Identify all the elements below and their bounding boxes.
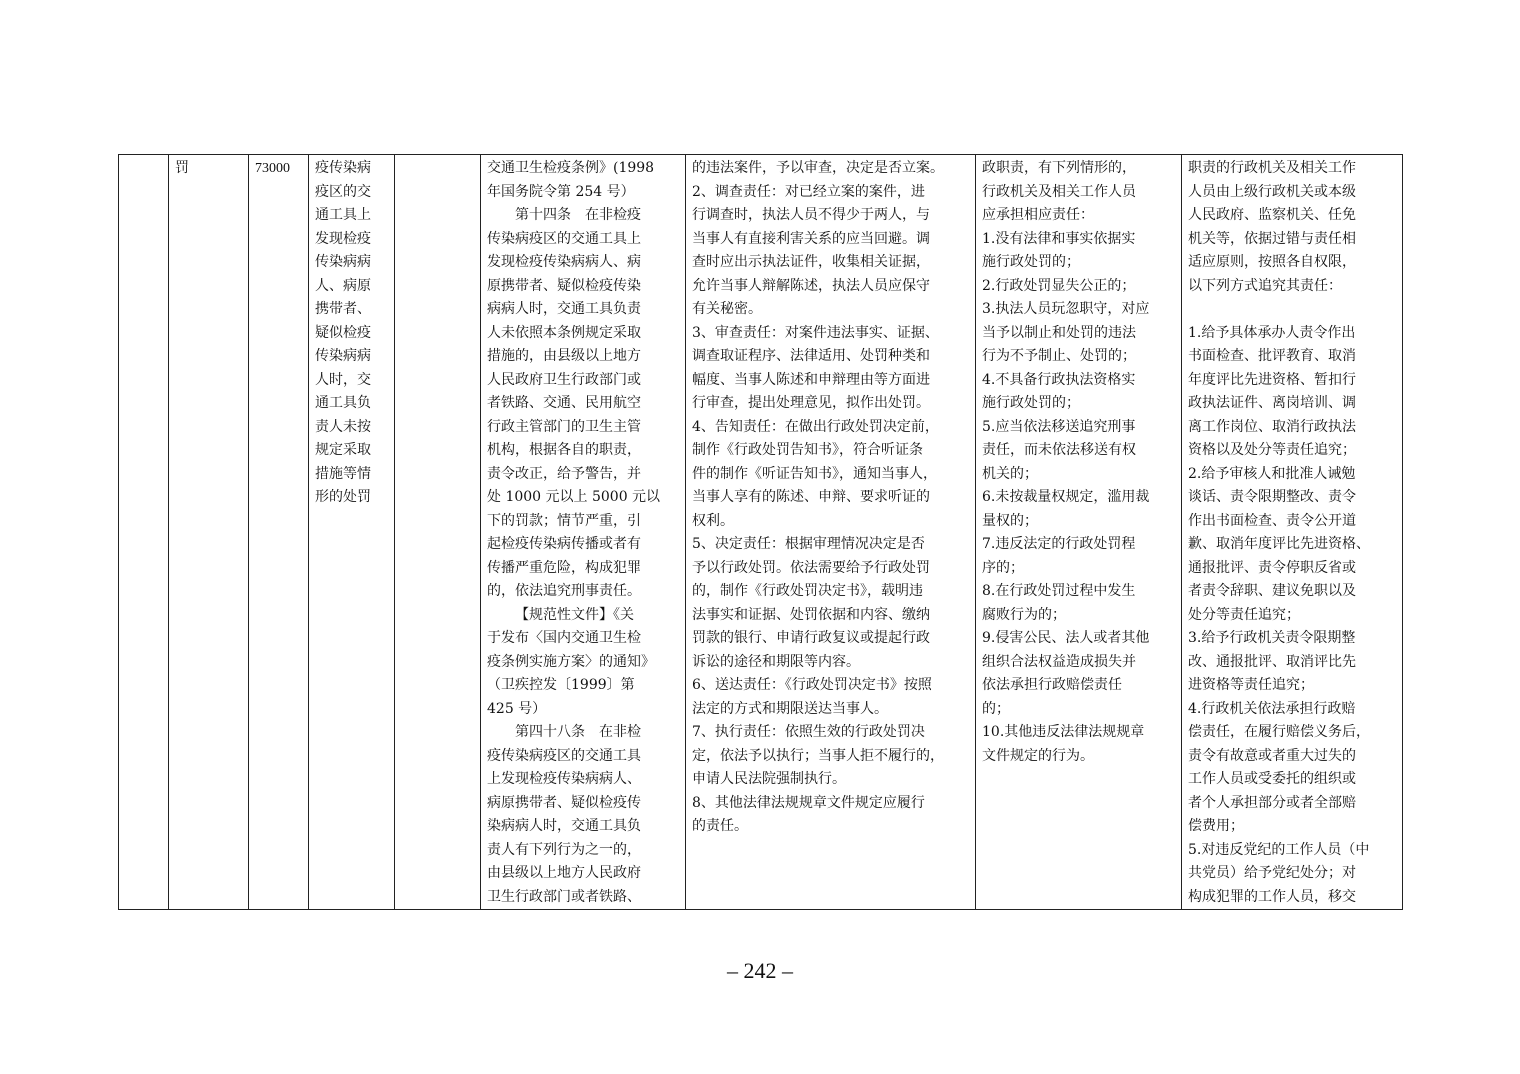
text-line: 上发现检疫传染病病人、	[487, 771, 641, 787]
item-name-cell	[309, 155, 395, 910]
text-line: 责令有故意或者重大过失的	[1188, 747, 1356, 764]
text-line: 措施等情	[315, 465, 371, 482]
text-line: 3.给予行政机关责令限期整	[1188, 630, 1356, 646]
power-list-table	[118, 154, 1403, 910]
text-line: 资格以及处分等责任追究；	[1188, 442, 1356, 458]
table-row	[119, 155, 1403, 910]
text-line: 偿费用；	[1188, 818, 1244, 834]
text-line: 责人有下列行为之一的，	[487, 841, 641, 858]
text-line: 的，依法追究刑事责任。	[487, 583, 641, 599]
text-line: 通报批评、责令停职反省或	[1188, 559, 1356, 576]
text-line: 传染病病	[315, 254, 371, 270]
text-line: 当事人有直接利害关系的应当回避。调	[692, 230, 930, 247]
text-line: 年度评比先进资格、暂扣行	[1188, 371, 1356, 388]
text-line: 书面检查、批评教育、取消	[1188, 348, 1356, 364]
text-line: 8.在行政处罚过程中发生	[982, 583, 1136, 599]
text-line: 进资格等责任追究；	[1188, 677, 1314, 693]
text-line: 5.对违反党纪的工作人员（中	[1188, 841, 1370, 858]
page-number: – 242 –	[727, 958, 793, 983]
text-line: 【规范性文件】《关	[515, 606, 634, 623]
text-line: 疑似检疫	[315, 324, 371, 341]
category-cell	[169, 155, 249, 910]
text-line: 责任，而未依法移送有权	[982, 442, 1136, 458]
text-line: 由县级以上地方人民政府	[487, 865, 641, 881]
text-line: 工作人员或受委托的组织或	[1188, 771, 1356, 787]
text-line: 疫区的交	[315, 183, 371, 200]
text-line: 机关的；	[982, 465, 1038, 482]
text-line: 的，制作《行政处罚决定书》，载明违	[692, 583, 923, 599]
text-line	[1188, 298, 1396, 322]
accountability-method-cell	[1182, 155, 1403, 910]
text-line: 法事实和证据、处罚依据和内容、缴纳	[692, 606, 930, 623]
text-line: 发现检疫传染病病人、病	[487, 254, 641, 270]
text-line: 人员由上级行政机关或本级	[1188, 183, 1356, 200]
text-line: 行政主管部门的卫生主管	[487, 418, 641, 435]
text-line: 传染病病	[315, 348, 371, 364]
text-line: 1.没有法律和事实依据实	[982, 230, 1136, 247]
text-line: 6.未按裁量权规定，滥用裁	[982, 489, 1150, 505]
text-line: 改、通报批评、取消评比先	[1188, 653, 1356, 670]
text-line: 诉讼的途径和期限等内容。	[692, 653, 860, 670]
text-line: 机构，根据各自的职责，	[487, 442, 641, 458]
text-line: 传播严重危险，构成犯罪	[487, 559, 641, 576]
accountability-case-cell	[976, 155, 1182, 910]
text-line: 定，依法予以执行；当事人拒不履行的，	[692, 747, 944, 764]
text-line: 染病病人时，交通工具负	[487, 818, 641, 834]
text-line: 3.执法人员玩忽职守，对应	[982, 301, 1150, 317]
text-line: 有关秘密。	[692, 301, 762, 317]
text-line: 允许当事人辩解陈述，执法人员应保守	[692, 277, 930, 294]
text-line: 适应原则，按照各自权限，	[1188, 254, 1356, 270]
text-line: 2.给予审核人和批准人诫勉	[1188, 465, 1356, 482]
text-line: 者个人承担部分或者全部赔	[1188, 794, 1356, 811]
text-line: 政执法证件、离岗培训、调	[1188, 395, 1356, 411]
text-line: 7、执行责任：依照生效的行政处罚决	[692, 724, 925, 740]
text-line: 者铁路、交通、民用航空	[487, 395, 641, 411]
code-text: 73000	[255, 161, 290, 176]
text-line: 第十四条 在非检疫	[515, 207, 641, 223]
text-line: 6、送达责任：《行政处罚决定书》按照	[692, 677, 932, 693]
text-line: 行为不予制止、处罚的；	[982, 348, 1136, 364]
text-line: 依法承担行政赔偿责任	[982, 677, 1122, 693]
text-line: 2、调查责任：对已经立案的案件，进	[692, 183, 925, 200]
text-line: 规定采取	[315, 442, 371, 458]
text-line: 施行政处罚的；	[982, 395, 1080, 411]
text-line: 序的；	[982, 559, 1024, 576]
text-line: 制作《行政处罚告知书》，符合听证条	[692, 442, 923, 458]
text-line: 歉、取消年度评比先进资格、	[1188, 536, 1370, 552]
text-line: 量权的；	[982, 512, 1038, 529]
text-line: 人民政府卫生行政部门或	[487, 371, 641, 388]
text-line: 4.不具备行政执法资格实	[982, 371, 1136, 388]
text-line: 发现检疫	[315, 230, 371, 247]
text-line: 卫生行政部门或者铁路、	[487, 888, 641, 905]
text-line: 携带者、	[315, 301, 371, 317]
text-line: 人未依照本条例规定采取	[487, 324, 641, 341]
text-line: 法定的方式和期限送达当事人。	[692, 700, 888, 717]
text-line: 谈话、责令限期整改、责令	[1188, 489, 1356, 505]
text-line: 疫传染病	[315, 160, 371, 176]
text-line: 文件规定的行为。	[982, 747, 1094, 764]
text-line: 处分等责任追究；	[1188, 606, 1300, 623]
text-line: 共党员）给予党纪处分；对	[1188, 865, 1356, 881]
text-line: 机关等，依据过错与责任相	[1188, 230, 1356, 247]
text-line: 交通卫生检疫条例》(1998	[487, 160, 655, 176]
text-line: 疫条例实施方案〉的通知》	[487, 653, 655, 670]
category-text: 罚	[175, 160, 189, 176]
text-line: 件的制作《听证告知书》，通知当事人，	[692, 465, 937, 482]
text-line: 原携带者、疑似检疫传染	[487, 277, 641, 294]
text-line: 人、病原	[315, 277, 371, 294]
text-line: 施行政处罚的；	[982, 254, 1080, 270]
index-cell	[119, 155, 169, 910]
text-line: 人时，交	[315, 371, 371, 388]
text-line: 5.应当依法移送追究刑事	[982, 418, 1136, 435]
text-line: 传染病疫区的交通工具上	[487, 230, 641, 247]
text-line: 起检疫传染病传播或者有	[487, 536, 641, 552]
text-line: 第四十八条 在非检	[515, 724, 641, 740]
text-line: 5、决定责任：根据审理情况决定是否	[692, 536, 925, 552]
text-line: 当事人享有的陈述、申辩、要求听证的	[692, 489, 930, 505]
sub-item-cell	[395, 155, 481, 910]
code-cell	[249, 155, 309, 910]
legal-basis-cell	[481, 155, 686, 910]
text-line: 当予以制止和处罚的违法	[982, 324, 1136, 341]
text-line: 罚款的银行、申请行政复议或提起行政	[692, 630, 930, 646]
text-line: 3、审查责任：对案件违法事实、证据、	[692, 324, 939, 341]
text-line: 通工具上	[315, 207, 371, 223]
text-line: 425 号）	[487, 700, 547, 717]
text-line: 通工具负	[315, 395, 371, 411]
text-line: 行政机关及相关工作人员	[982, 183, 1136, 200]
text-line: 责人未按	[315, 418, 371, 435]
text-line: 疫传染病疫区的交通工具	[487, 747, 641, 764]
text-line: 应承担相应责任：	[982, 207, 1094, 223]
text-line: 年国务院令第 254 号）	[487, 183, 635, 200]
text-line: 于发布〈国内交通卫生检	[487, 630, 641, 646]
text-line: 申请人民法院强制执行。	[692, 771, 846, 787]
text-line: 以下列方式追究其责任：	[1188, 277, 1342, 294]
text-line: 8、其他法律法规规章文件规定应履行	[692, 794, 925, 811]
text-line: 权利。	[692, 512, 734, 529]
text-line: 4.行政机关依法承担行政赔	[1188, 700, 1356, 717]
text-line: 予以行政处罚。依法需要给予行政处罚	[692, 559, 930, 576]
text-line: 7.违反法定的行政处罚程	[982, 536, 1136, 552]
text-line: 下的罚款；情节严重，引	[487, 512, 641, 529]
text-line: 者责令辞职、建议免职以及	[1188, 583, 1356, 599]
text-line: 政职责，有下列情形的，	[982, 160, 1136, 176]
text-line: 组织合法权益造成损失并	[982, 653, 1136, 670]
text-line: 调查取证程序、法律适用、处罚种类和	[692, 348, 930, 364]
text-line: 职责的行政机关及相关工作	[1188, 160, 1356, 176]
text-line: 1.给予具体承办人责令作出	[1188, 324, 1356, 341]
text-line: 偿责任，在履行赔偿义务后，	[1188, 724, 1370, 740]
text-line: 的；	[982, 700, 1010, 717]
text-line: 人民政府、监察机关、任免	[1188, 207, 1356, 223]
text-line: 病原携带者、疑似检疫传	[487, 794, 641, 811]
text-line: 形的处罚	[315, 489, 371, 505]
text-line: 行调查时，执法人员不得少于两人，与	[692, 207, 930, 223]
text-line: 4、告知责任：在做出行政处罚决定前，	[692, 418, 939, 435]
text-line: 离工作岗位、取消行政执法	[1188, 418, 1356, 435]
text-line: 病病人时，交通工具负责	[487, 301, 641, 317]
text-line: 处 1000 元以上 5000 元以	[487, 489, 661, 505]
text-line: 查时应出示执法证件，收集相关证据，	[692, 254, 930, 270]
text-line: （卫疾控发〔1999〕第	[487, 677, 635, 693]
text-line: 构成犯罪的工作人员，移交	[1188, 888, 1356, 905]
text-line: 幅度、当事人陈述和申辩理由等方面进	[692, 371, 930, 388]
text-line: 作出书面检查、责令公开道	[1188, 512, 1356, 529]
text-line: 责令改正，给予警告，并	[487, 465, 641, 482]
text-line: 腐败行为的；	[982, 606, 1066, 623]
text-line: 2.行政处罚显失公正的；	[982, 277, 1136, 294]
text-line: 9.侵害公民、法人或者其他	[982, 630, 1150, 646]
text-line: 行审查，提出处理意见，拟作出处罚。	[692, 395, 930, 411]
responsibility-cell	[686, 155, 976, 910]
text-line: 措施的，由县级以上地方	[487, 348, 641, 364]
text-line: 的责任。	[692, 818, 748, 834]
text-line: 的违法案件，予以审查，决定是否立案。	[692, 160, 944, 176]
text-line: 10.其他违反法律法规规章	[982, 724, 1145, 740]
